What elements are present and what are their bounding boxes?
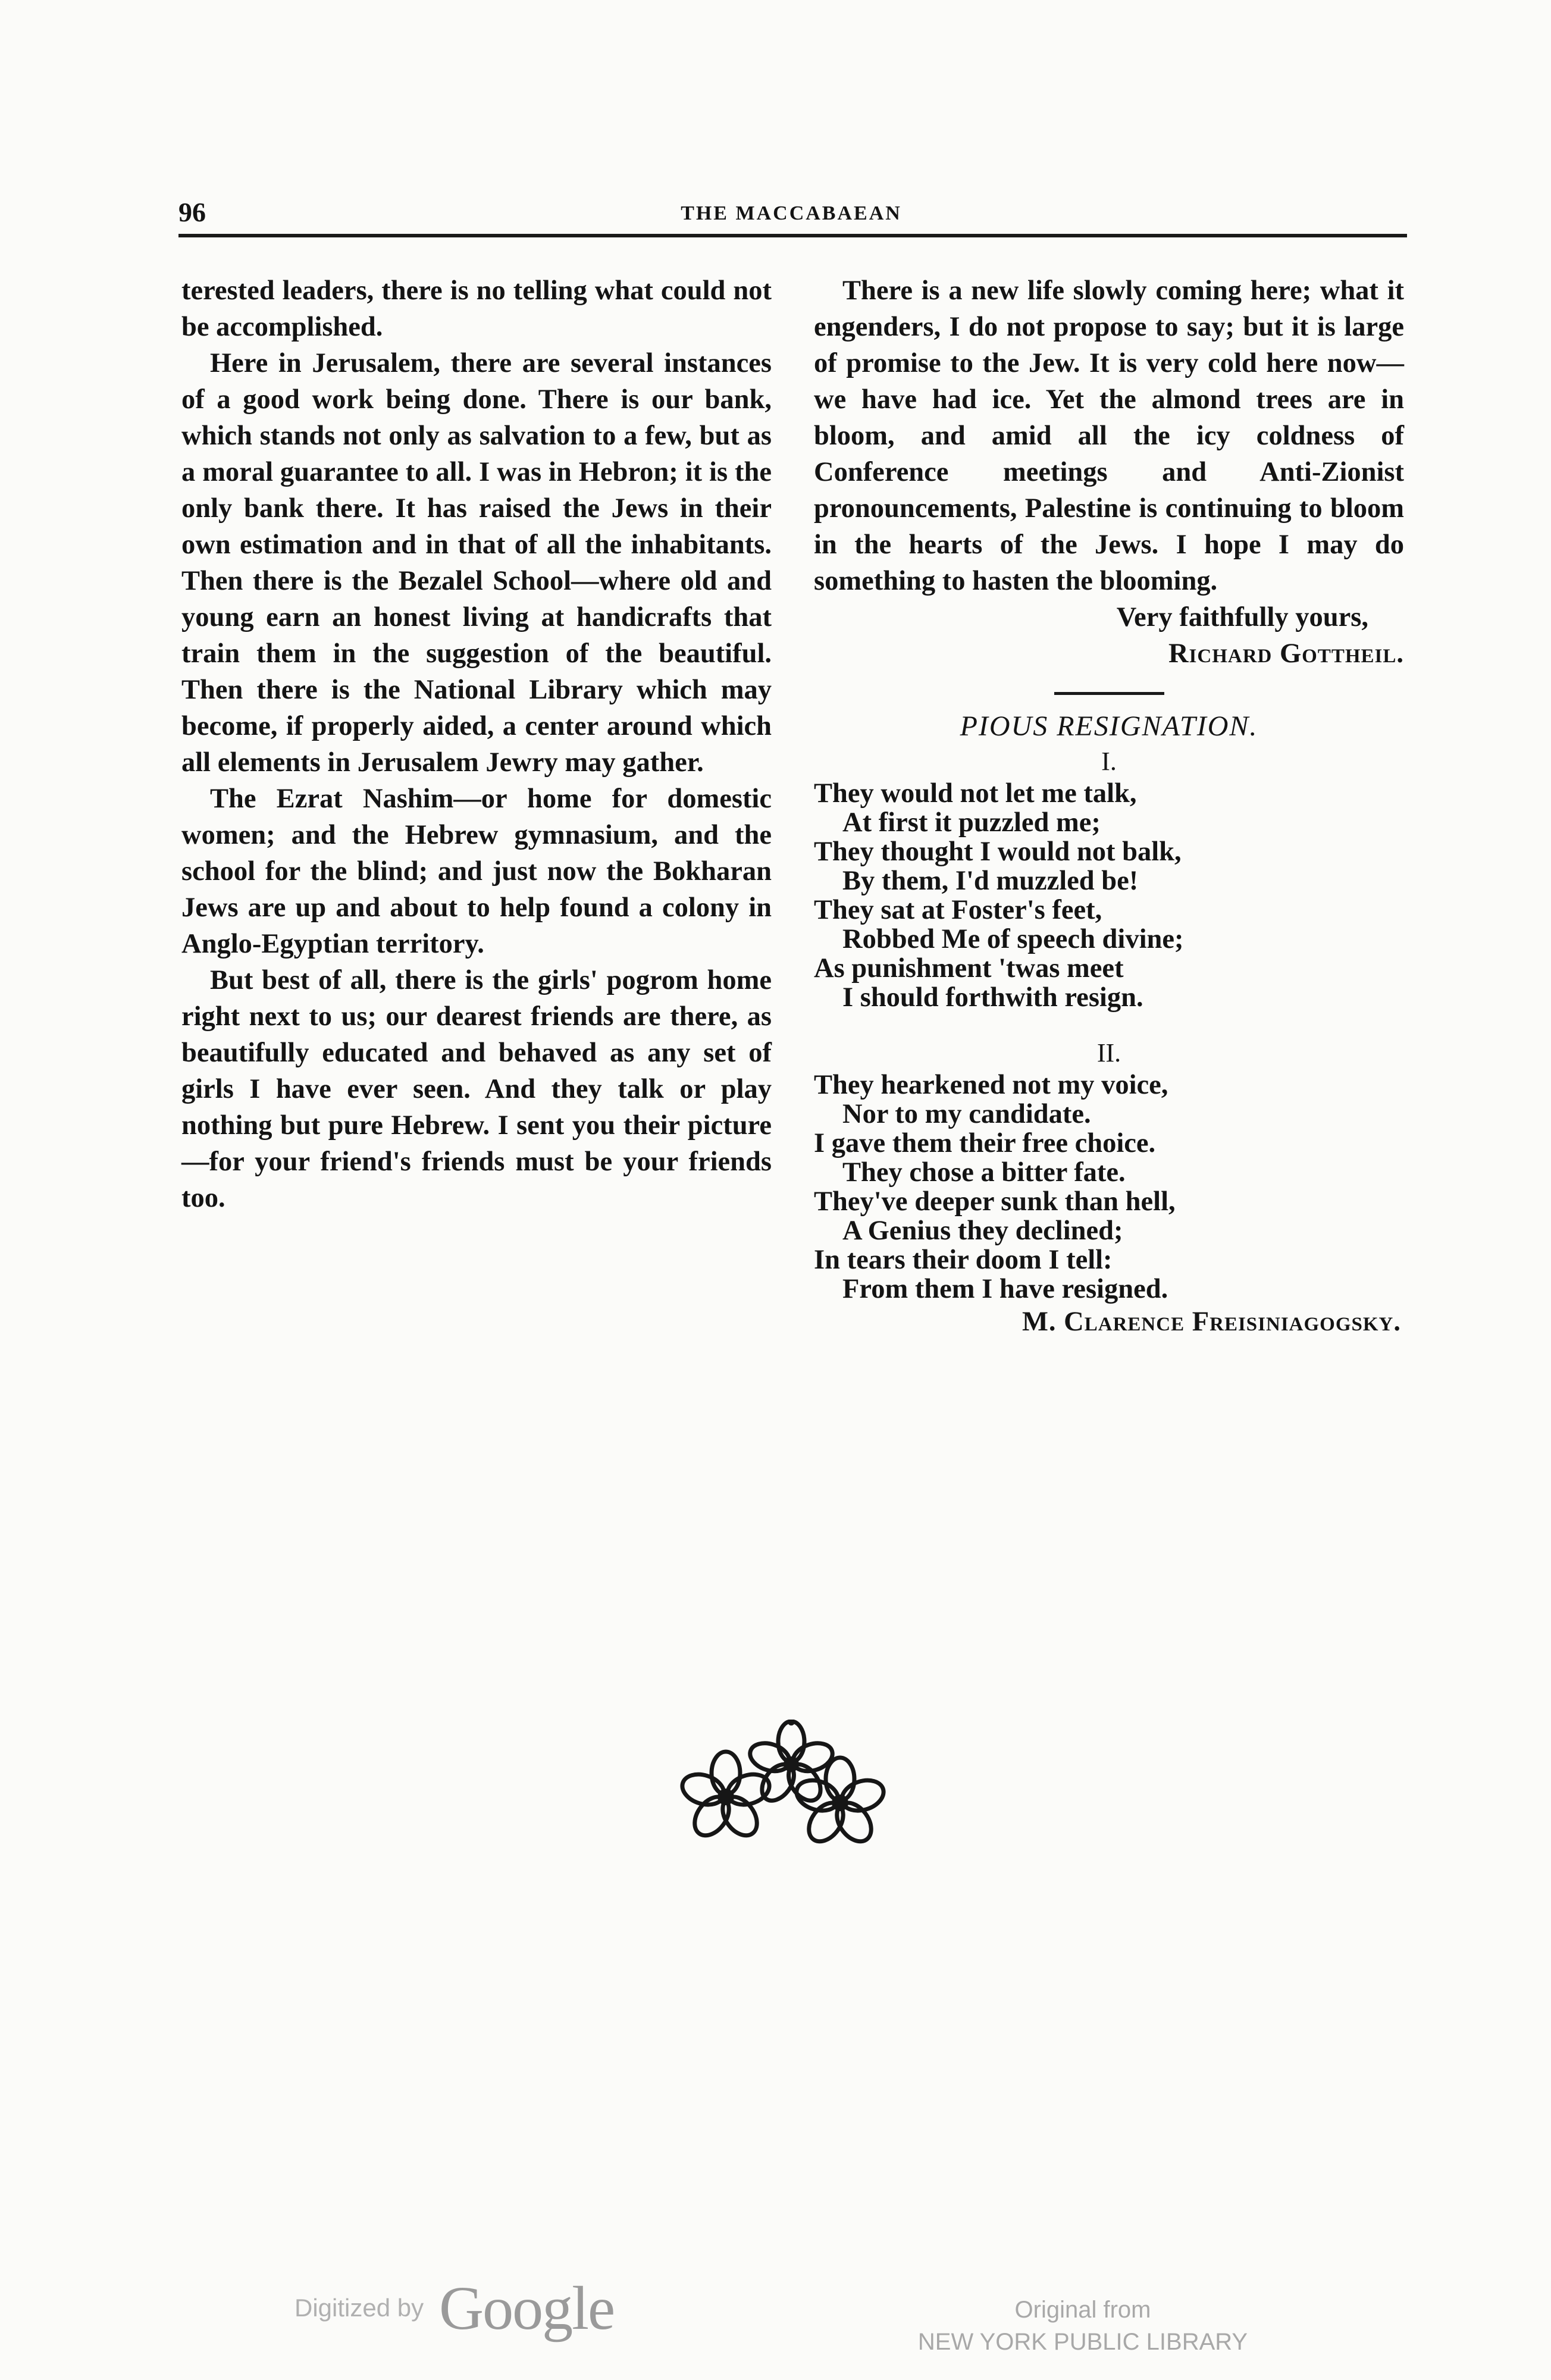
original-from-label: Original from xyxy=(1014,2297,1151,2323)
digitized-by-label: Digitized by xyxy=(294,2294,424,2322)
paragraph: terested leaders, there is no telling what could not be accomplished. xyxy=(181,275,772,342)
poem-line: Robbed Me of speech divine; xyxy=(842,924,1184,954)
letter-paragraph: There is a new life slowly coming here; what it engenders, I do not propose to say; but it is large of promise to the Jew. It is very cold here now—we have had ice. Yet the almond trees are in bloom, and amid all the icy coldness of Conference meetings and Anti-Zionist pronouncements, Palestine is continuing to bloom in the hearts of the Jews. I hope I may do something to hasten the blooming. xyxy=(814,275,1404,596)
poem-line: As punishment 'twas meet xyxy=(814,953,1124,984)
page-number: 96 xyxy=(178,197,206,227)
page-header xyxy=(178,196,1404,238)
poem-line: They thought I would not balk, xyxy=(814,837,1182,867)
poem-line: They've deeper sunk than hell, xyxy=(814,1186,1176,1217)
letter-signature: Richard Gottheil. xyxy=(1168,638,1404,669)
library-name: NEW YORK PUBLIC LIBRARY xyxy=(917,2329,1248,2355)
poem-line: They would not let me talk, xyxy=(814,778,1137,809)
stanza xyxy=(814,779,1404,1012)
poem-title: PIOUS RESIGNATION. xyxy=(960,710,1258,742)
poem-author: M. Clarence Freisiniagogsky. xyxy=(1022,1307,1401,1337)
poem-line: They sat at Foster's feet, xyxy=(814,895,1102,925)
poem-line: A Genius they declined; xyxy=(842,1216,1123,1246)
left-column xyxy=(181,273,772,1216)
poem-line: They hearkened not my voice, xyxy=(814,1070,1168,1100)
header-rule xyxy=(178,234,1407,237)
section-divider xyxy=(1054,692,1164,695)
right-column xyxy=(814,273,1404,1340)
stanza-number: I. xyxy=(1101,747,1117,776)
google-logo: Google xyxy=(439,2274,615,2343)
poem-line: I should forthwith resign. xyxy=(842,982,1143,1013)
paragraph: The Ezrat Nashim—or home for domestic women; and the Hebrew gymnasium, and the school for the blind; and just now the Bokharan Jews are up and about to help found a colony in Anglo-Egyptian territory. xyxy=(181,784,772,959)
paragraph: But best of all, there is the girls' pogrom home right next to us; our dearest friends are there, as beautifully educated and behaved as any set of girls I have ever seen. And they talk or play nothing but pure Hebrew. I sent you their picture —for your friend's friends must be your friends too. xyxy=(181,965,772,1213)
paragraph: Here in Jerusalem, there are several instances of a good work being done. There is our bank, which stands not only as salvation to a few, but as a moral guarantee to all. I was in Hebron; it is the only bank there. It has raised the Jews in their own estimation and in that of all the inhabitants. Then there is the Bezalel School—where old and young earn an honest living at handicrafts that train them in the suggestion of the beautiful. Then there is the National Library which may become, if properly aided, a center around which all elements in Jerusalem Jewry may gather. xyxy=(181,348,772,778)
poem-line: They chose a bitter fate. xyxy=(842,1157,1126,1188)
source-attribution xyxy=(869,2294,1297,2358)
letter-closing: Very faithfully yours, xyxy=(1116,602,1368,632)
poem-line: At first it puzzled me; xyxy=(842,807,1101,838)
poem-line: I gave them their free choice. xyxy=(814,1128,1156,1158)
floral-ornament-icon xyxy=(678,1720,892,1862)
running-head: THE MACCABAEAN xyxy=(681,202,902,224)
poem-line: By them, I'd muzzled be! xyxy=(842,866,1139,896)
stanza-number: II. xyxy=(1096,1038,1121,1067)
poem-line: Nor to my candidate. xyxy=(842,1099,1091,1129)
stanza xyxy=(814,1070,1404,1304)
poem-line: From them I have resigned. xyxy=(842,1274,1168,1304)
poem-line: In tears their doom I tell: xyxy=(814,1245,1113,1275)
